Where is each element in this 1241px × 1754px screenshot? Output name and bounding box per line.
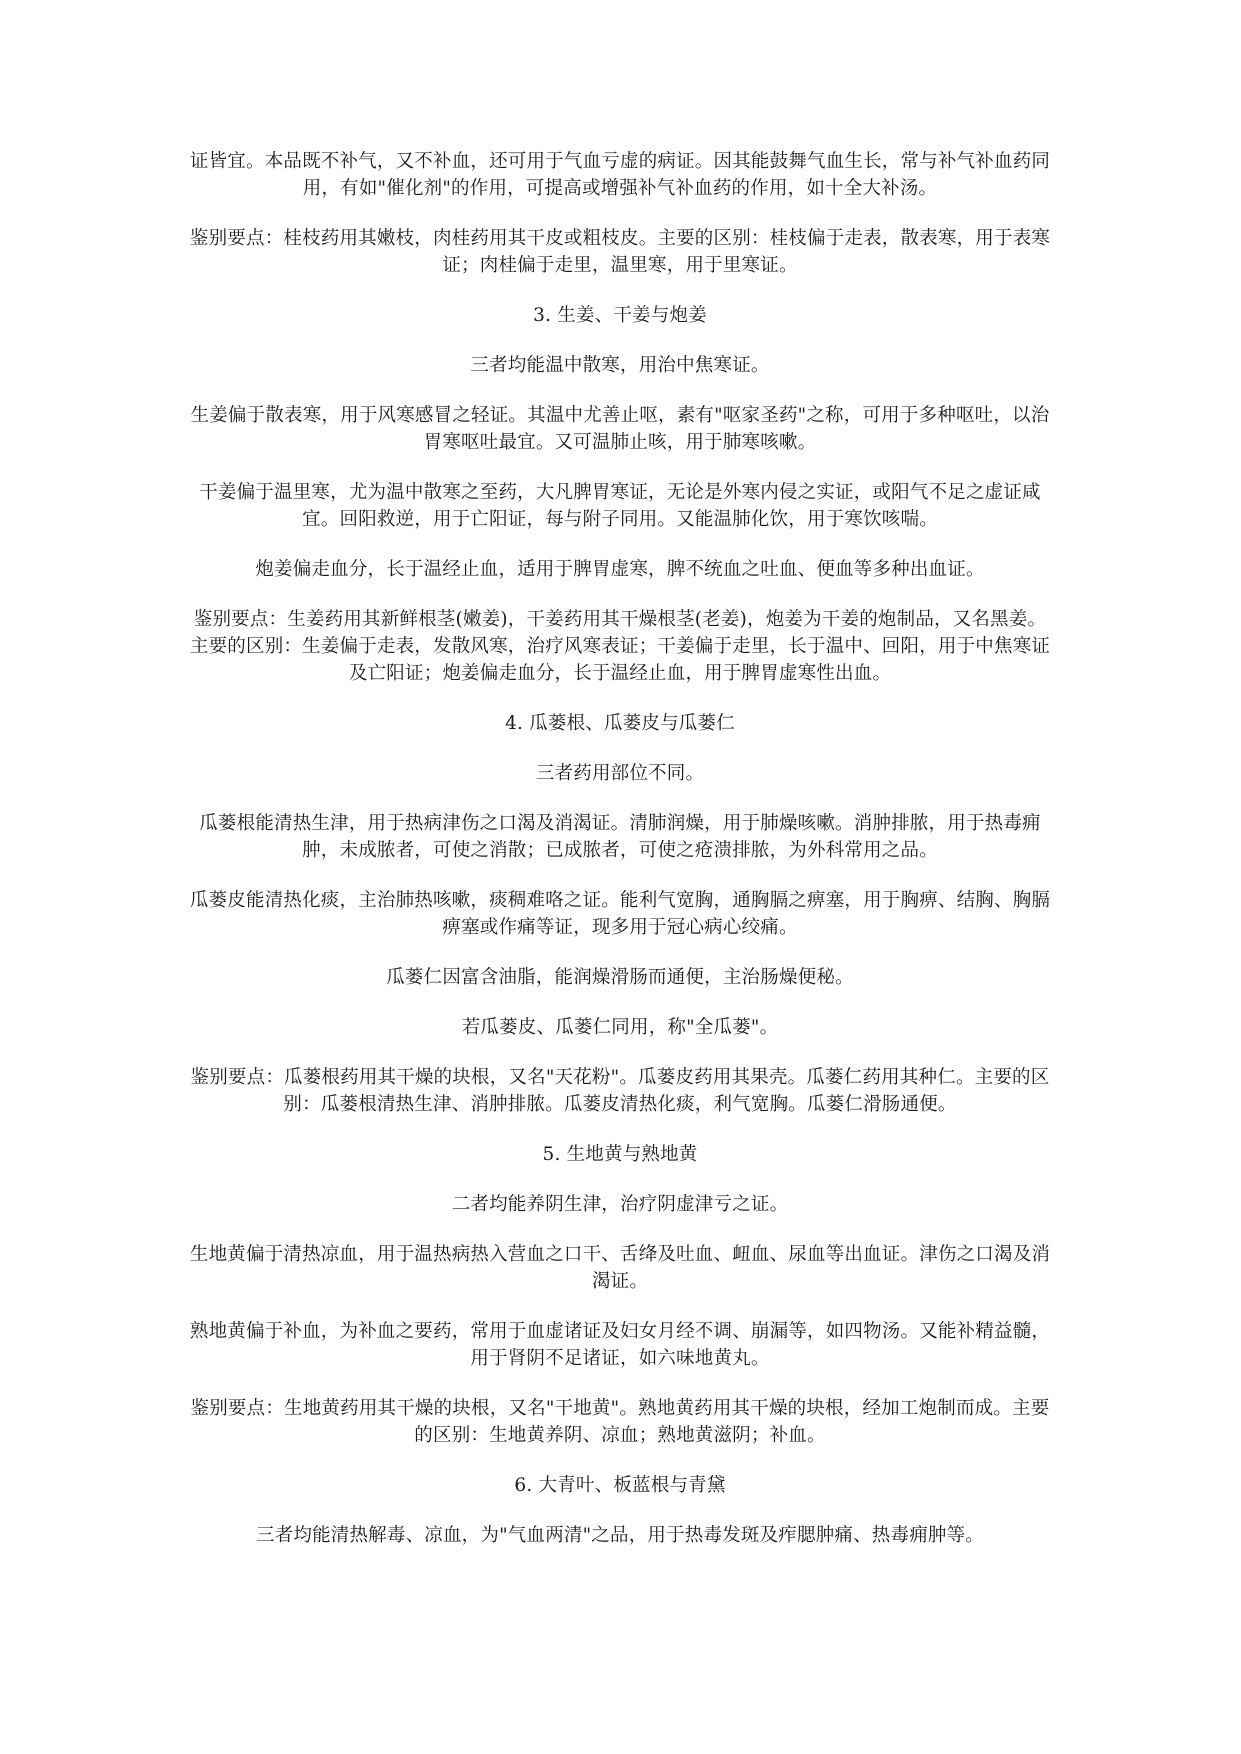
paragraph-dihuang-key-points: 鉴别要点：生地黄药用其干燥的块根，又名"干地黄"。熟地黄药用其干燥的块根，经加工炮制而成。主要的区别：生地黄养阴、凉血；熟地黄滋阴；补血。 bbox=[190, 1398, 1050, 1446]
document-page bbox=[186, 148, 1054, 1549]
section-heading-6: 6. 大青叶、板蓝根与青黛 bbox=[514, 1475, 726, 1496]
paragraph-gualougen: 瓜蒌根能清热生津，用于热病津伤之口渴及消渴证。清肺润燥，用于肺燥咳嗽。消肿排脓，用于热毒痈肿，未成脓者，可使之消散；已成脓者，可使之疮溃排脓，为外科常用之品。 bbox=[199, 813, 1041, 861]
paragraph-gualou-summary: 三者药用部位不同。 bbox=[535, 763, 705, 784]
paragraph-shudihuang: 熟地黄偏于补血，为补血之要药，常用于血虚诸证及妇女月经不调、崩漏等，如四物汤。又能补精益髓，用于肾阴不足诸证，如六味地黄丸。 bbox=[189, 1321, 1051, 1369]
paragraph-dihuang-summary: 二者均能养阴生津，治疗阴虚津亏之证。 bbox=[451, 1194, 789, 1215]
paragraph-shengjiang: 生姜偏于散表寒，用于风寒感冒之轻证。其温中尤善止呕，素有"呕家圣药"之称，可用于多种呕吐，以治胃寒呕吐最宜。又可温肺止咳，用于肺寒咳嗽。 bbox=[190, 405, 1050, 453]
paragraph-daqingye-summary: 三者均能清热解毒、凉血，为"气血两清"之品，用于热毒发斑及痄腮肿痛、热毒痈肿等。 bbox=[255, 1525, 985, 1546]
section-heading-3: 3. 生姜、干姜与炮姜 bbox=[533, 305, 707, 326]
paragraph-buqi-buxue: 证皆宜。本品既不补气，又不补血，还可用于气血亏虚的病证。因其能鼓舞气血生长，常与补气补血药同用，有如"催化剂"的作用，可提高或增强补气补血药的作用，如十全大补汤。 bbox=[189, 151, 1051, 199]
paragraph-gualou-key-points: 鉴别要点：瓜蒌根药用其干燥的块根，又名"天花粉"。瓜蒌皮药用其果壳。瓜蒌仁药用其种仁。主要的区别：瓜蒌根清热生津、消肿排脓。瓜蒌皮清热化痰，利气宽胸。瓜蒌仁滑肠通便。 bbox=[190, 1067, 1050, 1115]
paragraph-gualouren: 瓜蒌仁因富含油脂，能润燥滑肠而通便，主治肠燥便秘。 bbox=[386, 967, 854, 988]
paragraph-three-jiang-summary: 三者均能温中散寒，用治中焦寒证。 bbox=[470, 355, 770, 376]
paragraph-guizhi-rougui-key-points: 鉴别要点：桂枝药用其嫩枝，肉桂药用其干皮或粗枝皮。主要的区别：桂枝偏于走表，散表寒，用于表寒证；肉桂偏于走里，温里寒，用于里寒证。 bbox=[189, 228, 1051, 276]
paragraph-jiang-key-points: 鉴别要点：生姜药用其新鲜根茎(嫩姜)，干姜药用其干燥根茎(老姜)，炮姜为干姜的炮制品，又名黑姜。主要的区别：生姜偏于走表，发散风寒，治疗风寒表证；干姜偏于走里，长于温中、回阳，用于中焦寒证及亡阳证；炮姜偏走血分，长于温经止血，用于脾胃虚寒性出血。 bbox=[189, 609, 1051, 684]
paragraph-shengdihuang: 生地黄偏于清热凉血，用于温热病热入营血之口干、舌绛及吐血、衄血、尿血等出血证。津伤之口渴及消渴证。 bbox=[189, 1244, 1051, 1292]
paragraph-gualoupi: 瓜蒌皮能清热化痰，主治肺热咳嗽，痰稠难咯之证。能利气宽胸，通胸膈之痹塞，用于胸痹、结胸、胸膈痹塞或作痛等证，现多用于冠心病心绞痛。 bbox=[189, 890, 1051, 938]
section-heading-4: 4. 瓜蒌根、瓜蒌皮与瓜蒌仁 bbox=[505, 713, 735, 734]
paragraph-quangualou: 若瓜蒌皮、瓜蒌仁同用，称"全瓜蒌"。 bbox=[461, 1017, 779, 1038]
paragraph-ganjiang: 干姜偏于温里寒，尤为温中散寒之至药，大凡脾胃寒证，无论是外寒内侵之实证，或阳气不足之虚证咸宜。回阳救逆，用于亡阳证，每与附子同用。又能温肺化饮，用于寒饮咳喘。 bbox=[199, 482, 1041, 530]
section-heading-5: 5. 生地黄与熟地黄 bbox=[542, 1144, 698, 1165]
paragraph-paojiang: 炮姜偏走血分，长于温经止血，适用于脾胃虚寒，脾不统血之吐血、便血等多种出血证。 bbox=[255, 559, 985, 580]
